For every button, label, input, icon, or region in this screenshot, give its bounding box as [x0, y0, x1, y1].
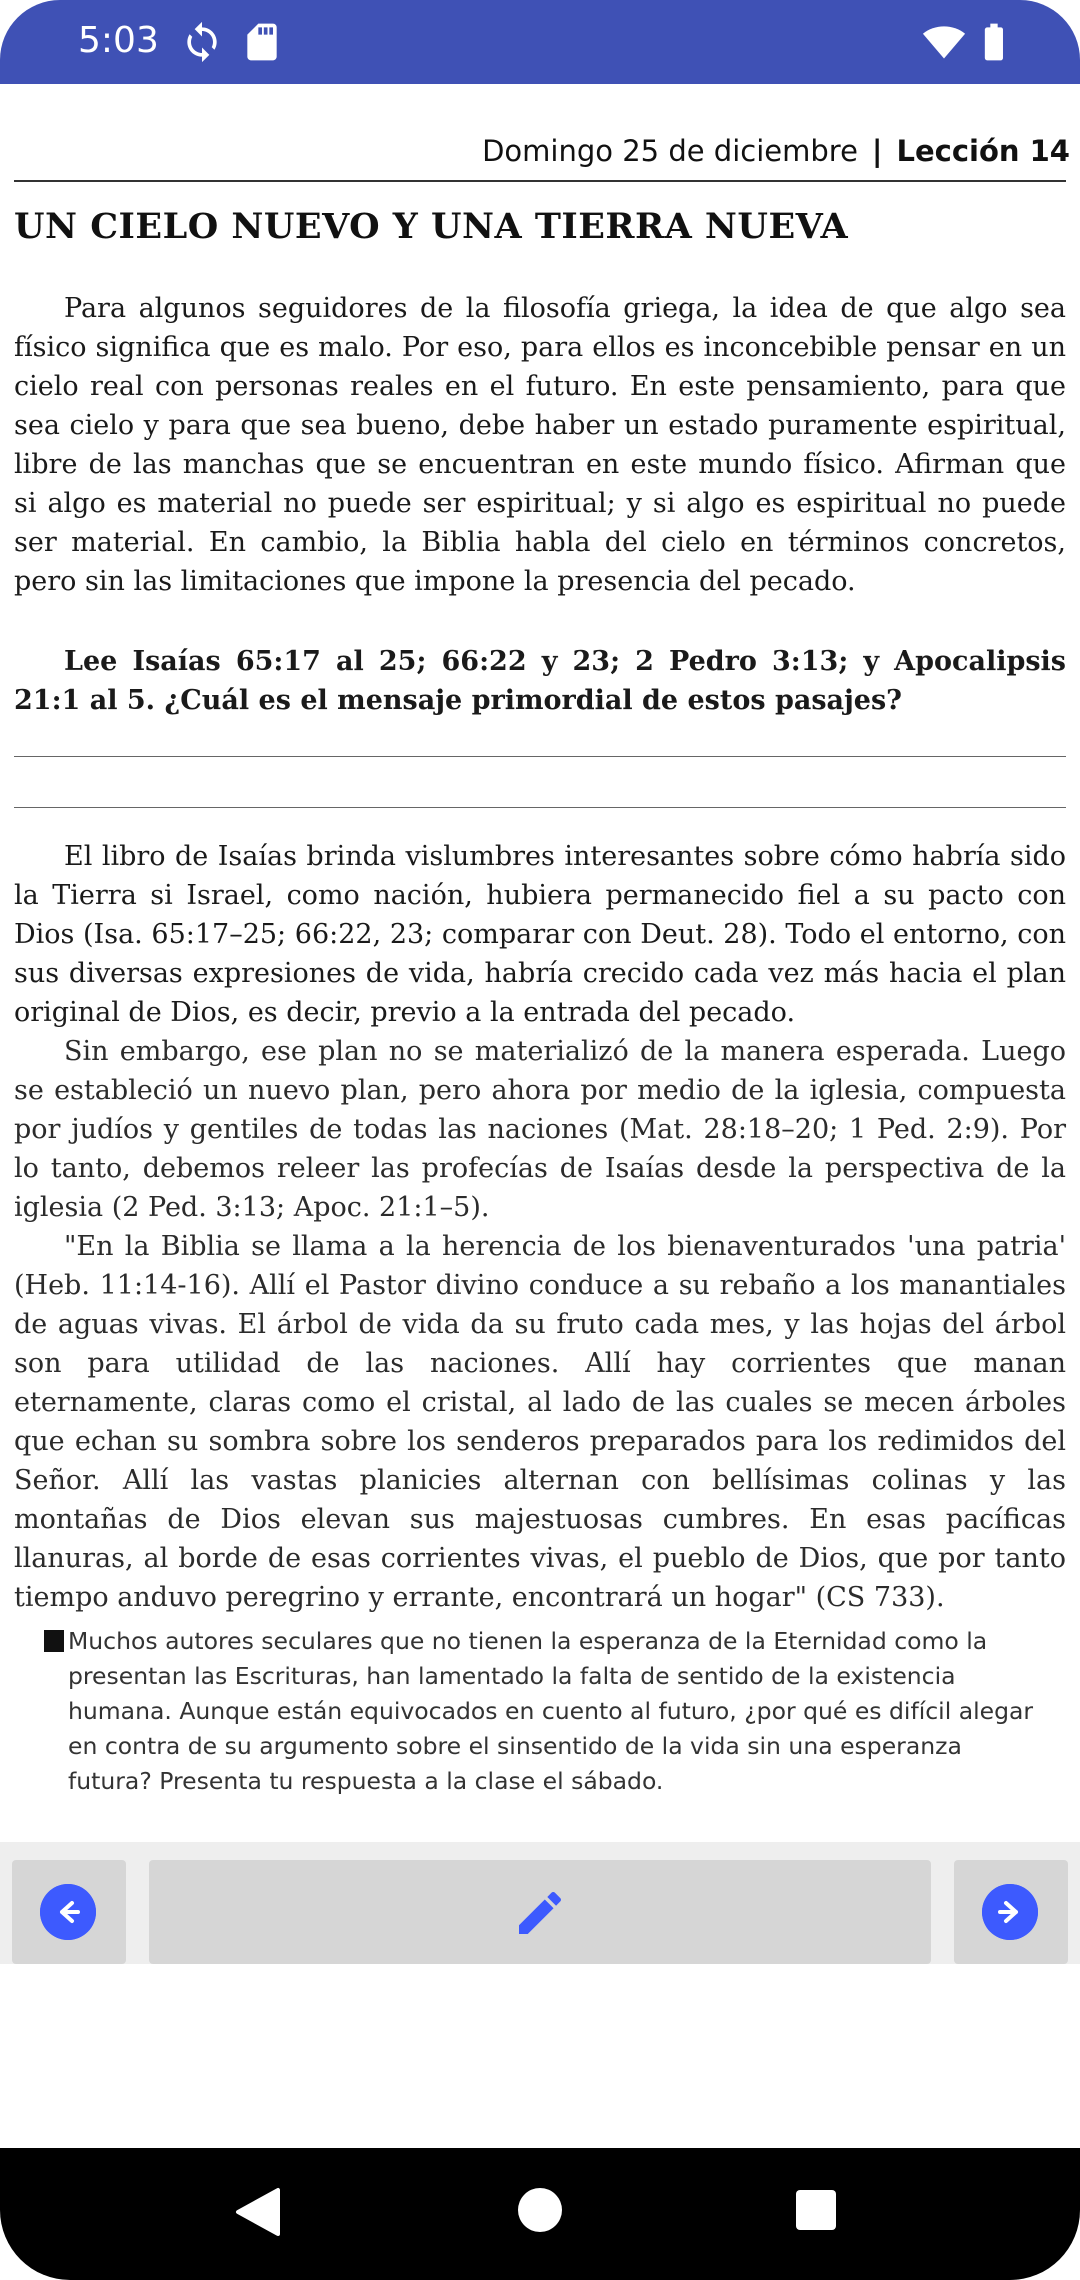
discussion-note-text: Muchos autores seculares que no tienen la esperanza de la Eternidad como la presentan las Escrituras, han lamentado la falta de sentido de la existencia humana. Aunque están equivocados en cuento al futuro, ¿por qué es difícil alegar en contra de su argumento sobre el sinsentido de la vida sin una esperanza futura? Presenta tu respuesta a la clase el sábado.: [68, 1627, 1034, 1795]
sync-icon: [180, 20, 224, 64]
battery-icon: [972, 20, 1016, 64]
answer-line-1: [14, 756, 1066, 757]
edit-notes-button[interactable]: [149, 1860, 931, 1964]
sd-card-icon: [240, 20, 284, 64]
lesson-page[interactable]: [0, 84, 1080, 1844]
home-icon[interactable]: [518, 2188, 562, 2232]
answer-line-2: [14, 807, 1066, 808]
isaiah-paragraph: El libro de Isaías brinda vislumbres interesantes sobre cómo habría sido la Tierra si Israel, como nación, hubiera permanecido fiel a su pacto con Dios (Isa. 65:17–25; 66:22, 23; comparar con Deut. 28). Todo el entorno, con sus diversas expresiones de vida, habría crecido cada vez más hacia el plan original de Dios, es decir, previo a la entrada del pecado.: [14, 841, 1066, 1028]
study-question: Lee Isaías 65:17 al 25; 66:22 y 23; 2 Pedro 3:13; y Apocalipsis 21:1 al 5. ¿Cuál es el mensaje primordial de estos pasajes?: [14, 646, 1066, 716]
quote-paragraph: "En la Biblia se llama a la herencia de los bienaventurados 'una patria' (Heb. 11:14-16). Allí el Pastor divino conduce a su rebaño a los manantiales de aguas vivas. El árbol de vida da su fruto cada mes, y las hojas del árbol son para utilidad de las naciones. Allí hay corrientes que manan eternamente, claras como el cristal, al lado de las cuales se mecen árboles que echan su sombra sobre los senderos preparados para los redimidos del Señor. Allí las vastas planicies alternan con bellísimas colinas y las montañas de Dios elevan sus majestuosas cumbres. En esas pacíficas llanuras, al borde de esas corrientes vivas, el pueblo de Dios, que por tanto tiempo anduvo peregrino y errante, encontrará un hogar" (CS 733).: [14, 1231, 1066, 1613]
header-date: Domingo 25 de diciembre: [482, 134, 858, 168]
lesson-header: [0, 134, 1070, 168]
arrow-left-icon: [40, 1884, 96, 1940]
recents-icon[interactable]: [796, 2190, 836, 2230]
status-time: 5:03: [78, 20, 159, 61]
pencil-icon: [512, 1885, 568, 1941]
back-icon[interactable]: [232, 2186, 284, 2238]
header-lesson: Lección 14: [896, 134, 1070, 168]
previous-button[interactable]: [12, 1860, 126, 1964]
arrow-right-icon: [982, 1884, 1038, 1940]
wifi-icon: [922, 20, 966, 64]
next-button[interactable]: [954, 1860, 1068, 1964]
navigation-bar: [0, 2148, 1080, 2280]
header-separator: |: [871, 134, 883, 168]
intro-paragraph: Para algunos seguidores de la filosofía griega, la idea de que algo sea físico significa que es malo. Por eso, para ellos es inconcebible pensar en un cielo real con personas reales en el futuro. En este pensamiento, para que sea cielo y para que sea bueno, debe haber un estado puramente espiritual, libre de las manchas que se encuentran en este mundo físico. Afirman que si algo es material no puede ser espiritual; y si algo es espiritual no puede ser material. En cambio, la Biblia habla del cielo en términos concretos, pero sin las limitaciones que impone la presencia del pecado.: [14, 293, 1066, 597]
note-bullet-icon: [44, 1630, 64, 1652]
page-title: UN CIELO NUEVO Y UNA TIERRA NUEVA: [14, 206, 849, 247]
header-divider: [14, 180, 1066, 182]
plan-paragraph: Sin embargo, ese plan no se materializó de la manera esperada. Luego se estableció un nuevo plan, pero ahora por medio de la iglesia, compuesta por judíos y gentiles de todas las naciones (Mat. 28:18–20; 1 Ped. 2:9). Por lo tanto, debemos releer las profecías de Isaías desde la perspectiva de la iglesia (2 Ped. 3:13; Apoc. 21:1–5).: [14, 1036, 1066, 1223]
bottom-toolbar: [0, 1842, 1080, 1964]
status-bar: [0, 0, 1080, 84]
discussion-note: [44, 1624, 1044, 1799]
